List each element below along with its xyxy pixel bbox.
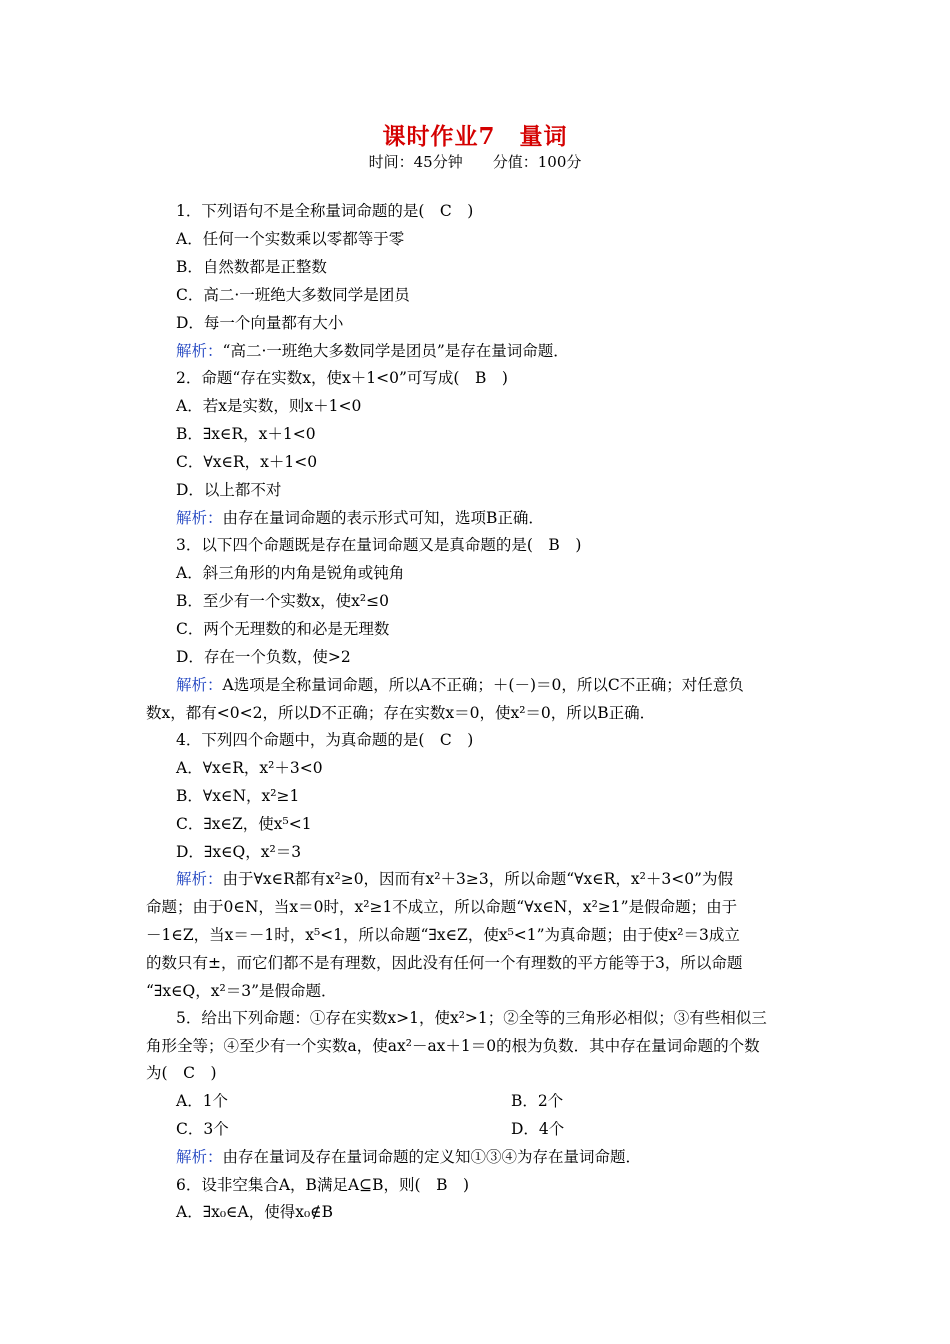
question-3-option-c: C．两个无理数的和必是无理数 <box>176 620 390 638</box>
question-2-answer: B <box>474 369 487 387</box>
question-3-option-b: B．至少有一个实数x，使x²≤0 <box>176 592 389 610</box>
question-5-option-a: A．1个 <box>176 1092 229 1110</box>
question-5-answer: C <box>183 1064 195 1082</box>
question-3-option-a: A．斜三角形的内角是锐角或钝角 <box>176 564 405 582</box>
question-1-answer: C <box>439 202 452 220</box>
page-subtitle: 时间：45分钟 分值：100分 <box>368 153 582 171</box>
question-1-option-c: C．高二·一班绝大多数同学是团员 <box>176 286 410 304</box>
question-1-explanation: 解析：“高二·一班绝大多数同学是团员”是存在量词命题． <box>176 342 569 360</box>
question-3-explanation: 解析：A选项是全称量词命题，所以A不正确；＋(－)＝0，所以C不正确；对任意负 <box>176 676 744 694</box>
question-5-option-b: B．2个 <box>511 1092 564 1110</box>
question-4-stem: 4．下列四个命题中，为真命题的是( C ) <box>176 731 474 749</box>
question-2-option-c: C．∀x∈R，x＋1<0 <box>176 453 318 471</box>
question-4-option-c: C．∃x∈Z，使x⁵<1 <box>176 815 312 833</box>
question-5-option-c: C．3个 <box>176 1120 229 1138</box>
question-3-option-d: D．存在一个负数，使>2 <box>176 648 351 666</box>
question-4-explanation-cont-2: －1∈Z，当x＝－1时，x⁵<1，所以命题“∃x∈Z，使x⁵<1”为真命题；由于使x²＝3成立 <box>146 926 740 944</box>
question-4-explanation-cont-4: “∃x∈Q，x²＝3”是假命题． <box>146 982 337 1000</box>
question-3-explanation-cont: 数x，都有<0<2，所以D不正确；存在实数x＝0，使x²＝0，所以B正确． <box>146 704 656 722</box>
question-2-option-d: D．以上都不对 <box>176 481 282 499</box>
question-5-stem: 5．给出下列命题：①存在实数x>1，使x²>1；②全等的三角形必相似；③有些相似三 <box>176 1009 767 1027</box>
question-4-explanation-cont-3: 的数只有±，而它们都不是有理数，因此没有任何一个有理数的平方能等于3，所以命题 <box>146 954 743 972</box>
page-title: 课时作业7 量词 <box>382 123 568 150</box>
question-4-option-b: B．∀x∈N，x²≥1 <box>176 787 300 805</box>
question-5-explanation: 解析：由存在量词及存在量词命题的定义知①③④为存在量词命题． <box>176 1148 642 1166</box>
question-2-stem: 2．命题“存在实数x，使x＋1<0”可写成( B ) <box>176 369 508 387</box>
question-6-stem: 6．设非空集合A，B满足A⊆B，则( B ) <box>176 1176 470 1194</box>
question-4-explanation-cont-1: 命题；由于0∈N，当x＝0时，x²≥1不成立，所以命题“∀x∈N，x²≥1”是假命题；由于 <box>146 898 738 916</box>
question-5-stem-end: 为( C ) <box>146 1064 217 1082</box>
question-5-stem-cont: 角形全等；④至少有一个实数a，使ax²－ax＋1＝0的根为负数．其中存在量词命题的个数 <box>146 1037 760 1055</box>
question-6-option-a: A．∃x₀∈A，使得x₀∉B <box>176 1203 334 1221</box>
question-4-option-a: A．∀x∈R，x²＋3<0 <box>176 759 323 777</box>
question-2-explanation: 解析：由存在量词命题的表示形式可知，选项B正确． <box>176 509 544 527</box>
question-1-option-a: A．任何一个实数乘以零都等于零 <box>176 230 405 248</box>
question-2-option-b: B．∃x∈R，x＋1<0 <box>176 425 316 443</box>
question-3-stem: 3．以下四个命题既是存在量词命题又是真命题的是( B ) <box>176 536 582 554</box>
question-6-answer: B <box>436 1176 448 1194</box>
question-3-answer: B <box>548 536 560 554</box>
question-2-option-a: A．若x是实数，则x＋1<0 <box>176 397 362 415</box>
question-1-option-d: D．每一个向量都有大小 <box>176 314 344 332</box>
question-4-explanation: 解析：由于∀x∈R都有x²≥0，因而有x²＋3≥3，所以命题“∀x∈R，x²＋3<0”为假 <box>176 870 733 888</box>
question-4-answer: C <box>439 731 452 749</box>
question-4-option-d: D．∃x∈Q，x²＝3 <box>176 843 302 861</box>
question-5-option-d: D．4个 <box>511 1120 565 1138</box>
question-1-stem: 1．下列语句不是全称量词命题的是( C ) <box>176 202 474 220</box>
question-1-option-b: B．自然数都是正整数 <box>176 258 327 276</box>
